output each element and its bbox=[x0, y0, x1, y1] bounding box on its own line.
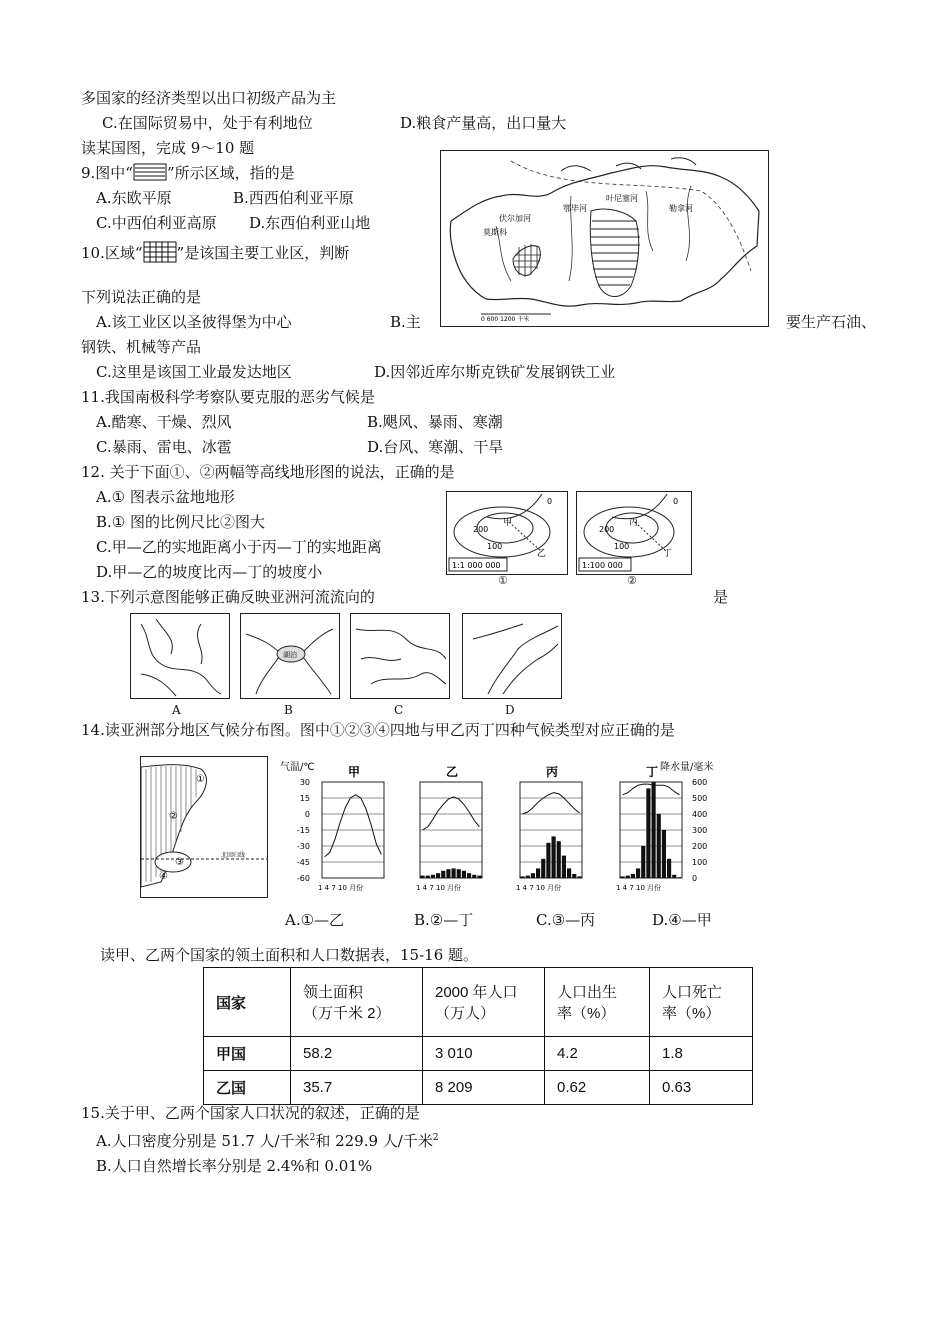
month-tick-label: 1 4 7 10 月份 bbox=[616, 884, 662, 892]
bing-ding-dashed-line bbox=[635, 522, 667, 552]
table-cell: 35.7 bbox=[291, 1071, 423, 1105]
q11-option-c: C.暴雨、雷电、冰雹 bbox=[96, 438, 232, 456]
map-label-lena: 勒拿河 bbox=[669, 204, 693, 213]
contour-0-line bbox=[487, 494, 542, 519]
table-header-cell bbox=[204, 968, 291, 1037]
temp-tick-label: 0 bbox=[304, 810, 310, 819]
q11-option-a: A.酷寒、干燥、烈风 bbox=[96, 413, 232, 431]
table-cell: 0.62 bbox=[545, 1071, 650, 1105]
map-label-yenisei: 叶尼塞河 bbox=[606, 194, 638, 203]
precip-bar bbox=[572, 874, 576, 878]
river-label-d: D bbox=[505, 703, 515, 717]
q10-stem-a: 10.区域“ bbox=[81, 244, 143, 262]
header-area-1: 领土面积 bbox=[303, 984, 364, 1001]
panel-title: 乙 bbox=[446, 765, 459, 779]
precip-bar bbox=[657, 814, 661, 878]
panel-title: 丁 bbox=[646, 765, 659, 779]
precip-bar bbox=[467, 873, 471, 878]
contour-map-2-number: ② bbox=[627, 574, 637, 587]
contour-label-0: 0 bbox=[547, 497, 553, 506]
asia-climate-map bbox=[140, 756, 268, 898]
table-cell: 8 209 bbox=[423, 1071, 545, 1105]
contour-label-100: 100 bbox=[614, 542, 630, 551]
q12-option-d: D.甲—乙的坡度比丙—丁的坡度小 bbox=[96, 563, 323, 581]
precip-tick-label: 500 bbox=[692, 794, 708, 803]
header-country: 国家 bbox=[216, 994, 247, 1012]
precip-bar bbox=[672, 875, 676, 878]
precip-bar bbox=[662, 830, 666, 878]
q12-option-a: A.① 图表示盆地地形 bbox=[96, 488, 235, 506]
q8-option-d: D.粮食产量高，出口量大 bbox=[400, 114, 567, 132]
precip-bar bbox=[472, 875, 476, 878]
precip-bar bbox=[531, 873, 535, 878]
river-label-c: C bbox=[394, 703, 404, 717]
country-data-table bbox=[203, 967, 753, 1105]
horizontal-lines-legend-icon bbox=[133, 163, 167, 181]
month-tick-label: 1 4 7 10 月份 bbox=[416, 884, 462, 892]
precip-bar bbox=[646, 788, 650, 878]
precip-bar bbox=[557, 841, 561, 878]
header-birth-1: 人口出生 bbox=[557, 984, 618, 1001]
contour-label-200: 200 bbox=[599, 525, 615, 534]
label-bing: 丙 bbox=[629, 518, 639, 528]
precip-bar bbox=[526, 876, 530, 878]
precip-bar bbox=[457, 869, 461, 878]
panel-title: 丙 bbox=[546, 765, 559, 779]
precip-bar bbox=[431, 875, 435, 878]
river-diagram-d bbox=[462, 613, 562, 699]
q9-option-b: B.西西伯利亚平原 bbox=[233, 189, 354, 207]
precip-bar bbox=[631, 874, 635, 878]
precip-bar bbox=[436, 873, 440, 878]
map-marker-1: ① bbox=[196, 774, 205, 785]
contour-map-1-number: ① bbox=[498, 574, 508, 587]
russia-map bbox=[440, 150, 769, 327]
precip-bar bbox=[626, 876, 630, 878]
header-birth-2: 率（%） bbox=[557, 1005, 616, 1022]
map-marker-2: ② bbox=[169, 811, 178, 822]
tropic-label: 北回归线 bbox=[221, 852, 246, 859]
q10-option-b-mid: 要生产石油、 bbox=[786, 313, 877, 331]
q11-option-b: B.飓风、暴雨、寒潮 bbox=[367, 413, 503, 431]
river-diagram-b bbox=[240, 613, 340, 699]
temp-tick-label: -60 bbox=[296, 874, 310, 883]
q11-stem: 11.我国南极科学考察队要克服的恶劣气候是 bbox=[81, 388, 375, 406]
precip-bar bbox=[546, 843, 550, 878]
table-row bbox=[204, 1037, 753, 1071]
precip-bar bbox=[521, 876, 525, 878]
climate-charts bbox=[280, 758, 720, 893]
precip-bar bbox=[562, 856, 566, 878]
q14-option-d: D.④—甲 bbox=[652, 911, 712, 929]
contour-label-0: 0 bbox=[673, 497, 679, 506]
precip-bar bbox=[477, 876, 481, 878]
q14-stem: 14.读亚洲部分地区气候分布图。图中①②③④四地与甲乙丙丁四种气候类型对应正确的是 bbox=[81, 721, 675, 739]
precip-bar bbox=[667, 859, 671, 878]
q8-option-c: C.在国际贸易中，处于有利地位 bbox=[102, 114, 313, 132]
q9-stem bbox=[81, 163, 295, 183]
map-scale-label: 0 600 1200 千米 bbox=[481, 316, 530, 323]
q11-option-d: D.台风、寒潮、干旱 bbox=[367, 438, 504, 456]
month-tick-label: 1 4 7 10 月份 bbox=[318, 884, 364, 892]
table-row bbox=[204, 1071, 753, 1105]
precip-tick-label: 300 bbox=[692, 826, 708, 835]
q15-a-part1: A.人口密度分别是 51.7 人/千米 bbox=[96, 1132, 310, 1150]
precip-bar bbox=[621, 876, 625, 878]
table-header-cell bbox=[545, 968, 650, 1037]
precip-tick-label: 400 bbox=[692, 810, 708, 819]
precip-bar bbox=[641, 846, 645, 878]
q10-option-c: C.这里是该国工业最发达地区 bbox=[96, 363, 292, 381]
q10-stem-b: ”是该国主要工业区，判断 bbox=[176, 244, 350, 262]
precip-bar bbox=[636, 868, 640, 878]
q15-intro: 读甲、乙两个国家的领土面积和人口数据表，15-16 题。 bbox=[100, 946, 479, 964]
jia-yi-dashed-line bbox=[509, 522, 542, 552]
table-cell: 1.8 bbox=[650, 1037, 753, 1071]
scale-text: 1:1 000 000 bbox=[452, 561, 501, 570]
precip-bar bbox=[652, 782, 656, 878]
lake-label: 湖泊 bbox=[283, 651, 297, 659]
precip-tick-label: 0 bbox=[692, 874, 698, 883]
table-header-row bbox=[204, 968, 753, 1037]
q9-option-d: D.东西伯利亚山地 bbox=[249, 214, 371, 232]
q15-a-sup1: 2 bbox=[309, 1133, 316, 1143]
precip-bar bbox=[536, 868, 540, 878]
row-jia-name: 甲国 bbox=[216, 1046, 247, 1063]
header-death-2: 率（%） bbox=[662, 1005, 721, 1022]
q13-stem: 13.下列示意图能够正确反映亚洲河流流向的 bbox=[81, 588, 375, 606]
scale-text: 1:100 000 bbox=[582, 561, 623, 570]
table-cell: 58.2 bbox=[291, 1037, 423, 1071]
river-diagram-c bbox=[350, 613, 450, 699]
q14-option-b: B.②—丁 bbox=[414, 911, 474, 929]
map-label-volga: 伏尔加河 bbox=[499, 214, 531, 223]
header-death-1: 人口死亡 bbox=[662, 984, 723, 1001]
precip-bar bbox=[462, 871, 466, 878]
table-header-cell bbox=[423, 968, 545, 1037]
q10-stem bbox=[81, 241, 349, 263]
map-label-moscow: 莫斯科 bbox=[483, 228, 507, 237]
river-diagram-a bbox=[130, 613, 230, 699]
q10-option-b-start: B.主 bbox=[390, 313, 421, 331]
temp-tick-label: -15 bbox=[296, 826, 310, 835]
label-yi: 乙 bbox=[537, 549, 547, 559]
precip-bar bbox=[452, 868, 456, 878]
precip-tick-label: 600 bbox=[692, 778, 708, 787]
precip-bar bbox=[446, 869, 450, 878]
temp-tick-label: 30 bbox=[299, 778, 310, 787]
line-1: 多国家的经济类型以出口初级产品为主 bbox=[81, 89, 337, 107]
q9-option-c: C.中西伯利亚高原 bbox=[96, 214, 217, 232]
table-cell: 3 010 bbox=[423, 1037, 545, 1071]
precip-bar bbox=[426, 876, 430, 878]
label-ding: 丁 bbox=[663, 549, 673, 559]
header-pop-1: 2000 年人口 bbox=[435, 984, 518, 1001]
precip-bar bbox=[541, 859, 545, 878]
table-cell: 0.63 bbox=[650, 1071, 753, 1105]
month-tick-label: 1 4 7 10 月份 bbox=[516, 884, 562, 892]
q9-option-a: A.东欧平原 bbox=[96, 189, 172, 207]
q15-option-a bbox=[96, 1128, 439, 1151]
q12-option-b: B.① 图的比例尺比②图大 bbox=[96, 513, 266, 531]
temp-tick-label: -45 bbox=[296, 858, 310, 867]
q9-10-intro: 读某国图，完成 9～10 题 bbox=[81, 139, 255, 157]
table-cell bbox=[204, 1037, 291, 1071]
table-header-cell bbox=[650, 968, 753, 1037]
precip-tick-label: 200 bbox=[692, 842, 708, 851]
table-cell: 4.2 bbox=[545, 1037, 650, 1071]
q15-a-part2: 和 229.9 人/千米 bbox=[315, 1132, 433, 1150]
q15-stem: 15.关于甲、乙两个国家人口状况的叙述，正确的是 bbox=[81, 1104, 420, 1122]
row-yi-name: 乙国 bbox=[216, 1080, 247, 1097]
q14-option-a: A.①—乙 bbox=[285, 911, 345, 929]
q15-a-sup2: 2 bbox=[432, 1133, 439, 1143]
table-header-cell bbox=[291, 968, 423, 1037]
map-marker-3: ③ bbox=[175, 857, 184, 868]
table-cell bbox=[204, 1071, 291, 1105]
map-marker-4: ④ bbox=[159, 871, 168, 882]
precip-bar bbox=[421, 876, 425, 878]
precip-bar bbox=[677, 877, 681, 878]
contour-map-2 bbox=[576, 491, 692, 575]
q9-stem-a: 9.图中“ bbox=[81, 164, 133, 182]
q9-stem-b: ”所示区域，指的是 bbox=[166, 164, 295, 182]
precip-axis-title: 降水量/毫米 bbox=[660, 762, 714, 773]
grid-legend-icon bbox=[143, 241, 177, 263]
temp-axis-title: 气温/℃ bbox=[280, 762, 315, 773]
river-label-b: B bbox=[284, 703, 293, 717]
q10-stem-2: 下列说法正确的是 bbox=[81, 288, 202, 306]
temp-tick-label: -30 bbox=[296, 842, 310, 851]
q10-option-d: D.因邻近库尔斯克铁矿发展钢铁工业 bbox=[374, 363, 616, 381]
q15-option-b: B.人口自然增长率分别是 2.4%和 0.01% bbox=[96, 1157, 373, 1175]
q12-option-c: C.甲—乙的实地距离小于丙—丁的实地距离 bbox=[96, 538, 382, 556]
precip-bar bbox=[567, 868, 571, 878]
river-label-a: A bbox=[172, 703, 181, 717]
header-pop-2: （万人） bbox=[435, 1005, 496, 1022]
contour-label-200: 200 bbox=[473, 525, 489, 534]
q10-option-a: A.该工业区以圣彼得堡为中心 bbox=[96, 313, 292, 331]
q12-stem: 12. 关于下面①、②两幅等高线地形图的说法，正确的是 bbox=[81, 463, 455, 481]
map-label-ob: 鄂毕河 bbox=[563, 204, 587, 213]
precip-bar bbox=[577, 876, 581, 878]
precip-bar bbox=[552, 836, 556, 878]
q14-option-c: C.③—丙 bbox=[536, 911, 596, 929]
q10-option-b-end: 钢铁、机械等产品 bbox=[81, 338, 202, 356]
label-jia: 甲 bbox=[503, 518, 513, 528]
precip-bar bbox=[441, 871, 445, 878]
contour-label-100: 100 bbox=[487, 542, 503, 551]
precip-tick-label: 100 bbox=[692, 858, 708, 867]
contour-map-1 bbox=[446, 491, 568, 575]
q13-stem-end: 是 bbox=[713, 588, 729, 606]
header-area-2: （万千米 2） bbox=[303, 1005, 391, 1022]
panel-title: 甲 bbox=[348, 765, 361, 779]
temp-tick-label: 15 bbox=[299, 794, 310, 803]
